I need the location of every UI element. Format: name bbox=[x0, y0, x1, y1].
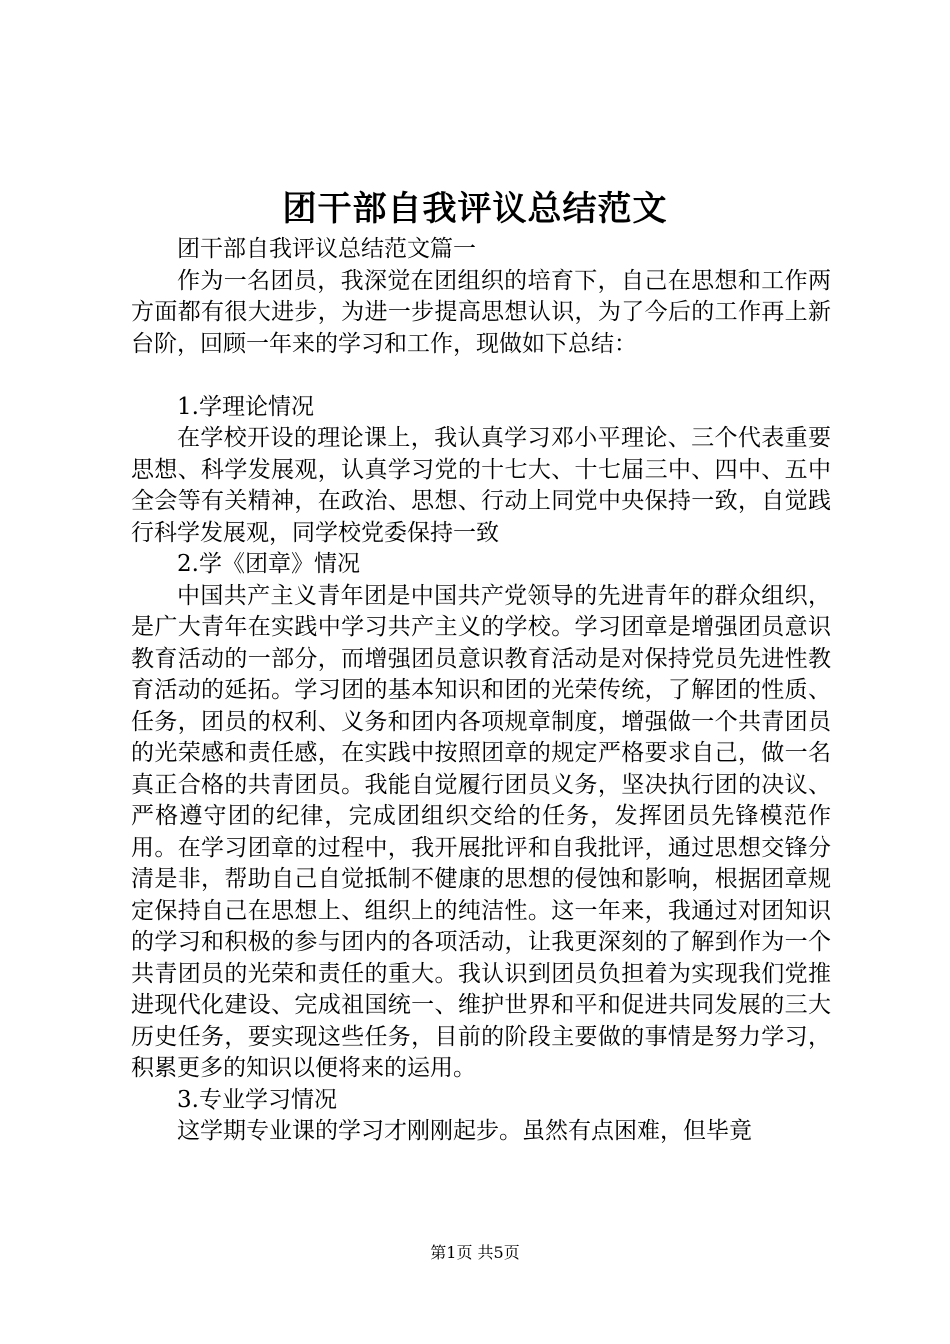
intro-paragraph: 作为一名团员，我深觉在团组织的培育下，自己在思想和工作两方面都有很大进步，为进一步提高思想认识，为了今后的工作再上新台阶，回顾一年来的学习和工作，现做如下总结： bbox=[131, 267, 831, 357]
section-body-charter: 中国共产主义青年团是中国共产党领导的先进青年的群众组织，是广大青年在实践中学习共产主义的学校。学习团章是增强团员意识教育活动的一部分，而增强团员意识教育活动是对保持党员先进性教育活动的延拓。学习团的基本知识和团的光荣传统，了解团的性质、任务，团员的权利、义务和团内各项规章制度，增强做一个共青团员的光荣感和责任感，在实践中按照团章的规定严格要求自己，做一名真正合格的共青团员。我能自觉履行团员义务，坚决执行团的决议、严格遵守团的纪律，完成团组织交给的任务，发挥团员先锋模范作用。在学习团章的过程中，我开展批评和自我批评，通过思想交锋分清是非，帮助自己自觉抵制不健康的思想的侵蚀和影响，根据团章规定保持自己在思想上、组织上的纯洁性。这一年来，我通过对团知识的学习和积极的参与团内的各项活动，让我更深刻的了解到作为一个共青团员的光荣和责任的重大。我认识到团员负担着为实现我们党推进现代化建设、完成祖国统一、维护世界和平和促进共同发展的三大历史任务，要实现这些任务，目前的阶段主要做的事情是努力学习，积累更多的知识以便将来的运用。 bbox=[131, 582, 831, 1081]
document-body bbox=[131, 234, 831, 1148]
section-heading-theory: 1.学理论情况 bbox=[177, 393, 314, 420]
section-heading-charter: 2.学《团章》情况 bbox=[177, 551, 360, 577]
section-body-major: 这学期专业课的学习才刚刚起步。虽然有点困难，但毕竟 bbox=[177, 1118, 752, 1144]
paragraph-gap bbox=[131, 360, 831, 392]
document-subtitle: 团干部自我评议总结范文篇一 bbox=[177, 236, 476, 262]
section-heading-major: 3.专业学习情况 bbox=[177, 1086, 337, 1113]
document-title: 团干部自我评议总结范文 bbox=[282, 189, 668, 229]
section-body-theory: 在学校开设的理论课上，我认真学习邓小平理论、三个代表重要思想、科学发展观，认真学习党的十七大、十七届三中、四中、五中全会等有关精神，在政治、思想、行动上同党中央保持一致，自觉践行科学发展观，同学校党委保持一致 bbox=[131, 425, 831, 546]
page-footer: 第1页 共5页 bbox=[430, 1243, 520, 1262]
